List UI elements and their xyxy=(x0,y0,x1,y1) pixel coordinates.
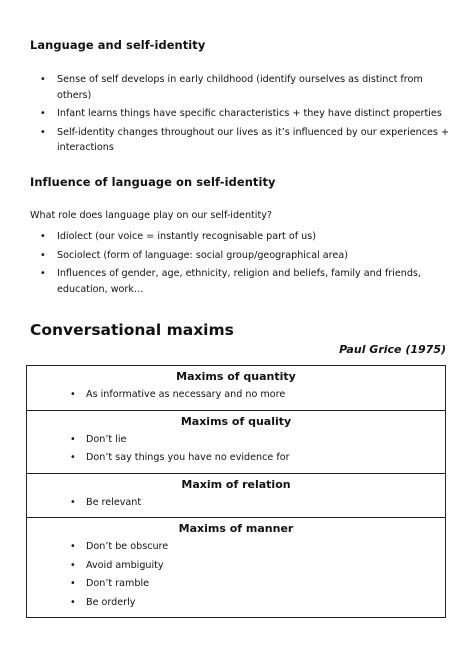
list-item: • Avoid ambiguity xyxy=(27,557,445,576)
list-item: • Don’t ramble xyxy=(27,575,445,594)
bullet-list-self-identity xyxy=(30,72,450,156)
bullet-icon: • xyxy=(40,74,46,85)
bullet-icon: • xyxy=(40,108,46,119)
maxim-title: Maxims of quantity xyxy=(176,370,296,383)
list-item: • Influences of gender, age, ethnicity, religion and beliefs, family and friends, education, work… xyxy=(40,268,421,295)
maxim-items xyxy=(27,494,445,513)
heading-influence-of-language: Influence of language on self-identity xyxy=(30,175,276,189)
bullet-icon: • xyxy=(40,231,46,242)
maxims-table xyxy=(26,365,446,618)
list-item: • Sense of self develops in early childhood (identify ourselves as distinct from others) xyxy=(40,74,423,101)
list-item: • As informative as necessary and no more xyxy=(27,386,445,405)
list-item: • Self-identity changes throughout our lives as it’s influenced by our experiences + interactions xyxy=(40,126,449,153)
heading-conversational-maxims: Conversational maxims xyxy=(30,321,234,339)
question-text: What role does language play on our self-identity? xyxy=(30,210,272,221)
maxim-row-relation xyxy=(27,474,445,519)
bullet-icon: • xyxy=(70,433,76,445)
list-item: • Be orderly xyxy=(27,594,445,613)
attribution-paul-grice: Paul Grice (1975) xyxy=(339,343,446,356)
list-item: • Be relevant xyxy=(27,494,445,513)
list-item: • Don’t say things you have no evidence for xyxy=(27,449,445,468)
bullet-icon: • xyxy=(40,126,46,138)
list-item: • Sociolect (form of language: social group/geographical area) xyxy=(30,248,450,264)
maxim-row-quantity xyxy=(27,366,445,411)
maxim-title: Maxims of quality xyxy=(180,414,292,428)
maxim-title: Maxims of manner xyxy=(178,522,294,535)
maxim-items xyxy=(27,431,445,468)
maxim-items xyxy=(27,538,445,612)
maxim-row-quality xyxy=(27,411,445,474)
maxim-row-manner xyxy=(27,518,445,617)
maxim-title: Maxim of relation xyxy=(181,477,291,491)
list-item: • Don’t be obscure xyxy=(27,538,445,557)
bullet-icon: • xyxy=(70,452,76,463)
bullet-icon: • xyxy=(40,249,46,261)
heading-language-self-identity: Language and self-identity xyxy=(30,38,206,52)
bullet-icon: • xyxy=(70,541,76,552)
list-item: • Idiolect (our voice = instantly recognisable part of us) xyxy=(30,229,450,245)
bullet-icon: • xyxy=(70,578,76,589)
bullet-icon: • xyxy=(70,496,76,508)
maxim-items xyxy=(27,386,445,405)
bullet-icon: • xyxy=(40,268,46,279)
bullet-list-influence xyxy=(30,229,450,297)
bullet-icon: • xyxy=(70,389,76,400)
bullet-icon: • xyxy=(70,596,76,608)
bullet-icon: • xyxy=(70,559,76,571)
list-item: • Don’t lie xyxy=(27,431,445,450)
list-item: • Infant learns things have specific characteristics + they have distinct properties xyxy=(30,106,450,122)
